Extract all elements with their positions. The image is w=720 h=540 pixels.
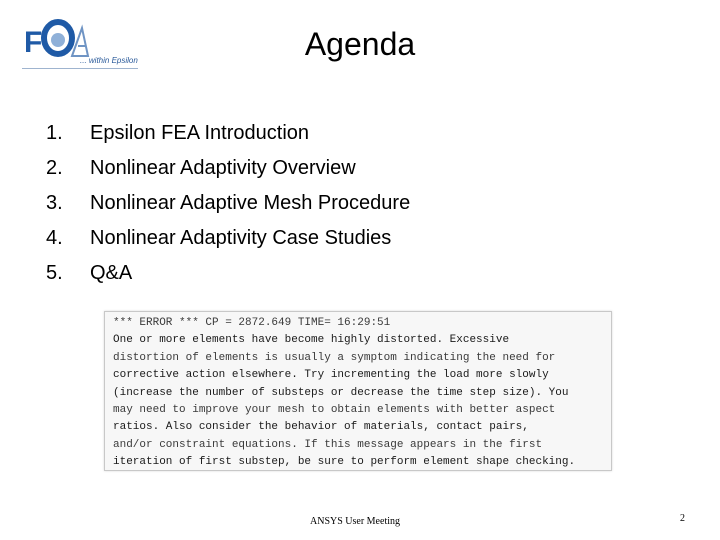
agenda-item-label: Epsilon FEA Introduction [90, 122, 310, 144]
agenda-item-number: 2. [46, 157, 63, 179]
error-line: corrective action elsewhere. Try incrementing the load more slowly [113, 369, 549, 382]
page-number: 2 [680, 513, 685, 524]
logo-divider [22, 68, 138, 69]
error-line: iteration of first substep, be sure to perform element shape checking. [113, 456, 576, 469]
logo-tagline: ... within Epsilon [80, 56, 138, 65]
agenda-item-number: 3. [46, 192, 63, 214]
error-line: may need to improve your mesh to obtain elements with better aspect [113, 404, 556, 417]
agenda-item [46, 151, 410, 186]
agenda-item-number: 5. [46, 262, 63, 284]
agenda-list [46, 116, 410, 291]
error-line: and/or constraint equations. If this message appears in the first [113, 438, 543, 451]
svg-text:F: F [24, 26, 43, 59]
slide-title: Agenda [304, 26, 416, 62]
error-line: distortion of elements is usually a symptom indicating the need for [113, 351, 556, 364]
agenda-item-label: Nonlinear Adaptivity Overview [90, 157, 356, 179]
agenda-item-label: Q&A [90, 262, 133, 284]
error-line: ratios. Also consider the behavior of materials, contact pairs, [113, 421, 529, 434]
error-message-screenshot [104, 311, 612, 471]
error-line: One or more elements have become highly distorted. Excessive [113, 334, 510, 347]
error-line: *** ERROR *** CP = 2872.649 TIME= 16:29:51 [113, 317, 391, 329]
agenda-item-label: Nonlinear Adaptive Mesh Procedure [90, 192, 411, 214]
agenda-item [46, 116, 410, 151]
agenda-item-number: 1. [46, 122, 63, 144]
agenda-item-number: 4. [46, 227, 63, 249]
agenda-item [46, 256, 410, 291]
error-line: (increase the number of substeps or decrease the time step size). You [113, 386, 569, 399]
agenda-item [46, 221, 410, 256]
agenda-item-label: Nonlinear Adaptivity Case Studies [90, 227, 392, 249]
footer-text: ANSYS User Meeting [310, 516, 400, 527]
agenda-item [46, 186, 410, 221]
